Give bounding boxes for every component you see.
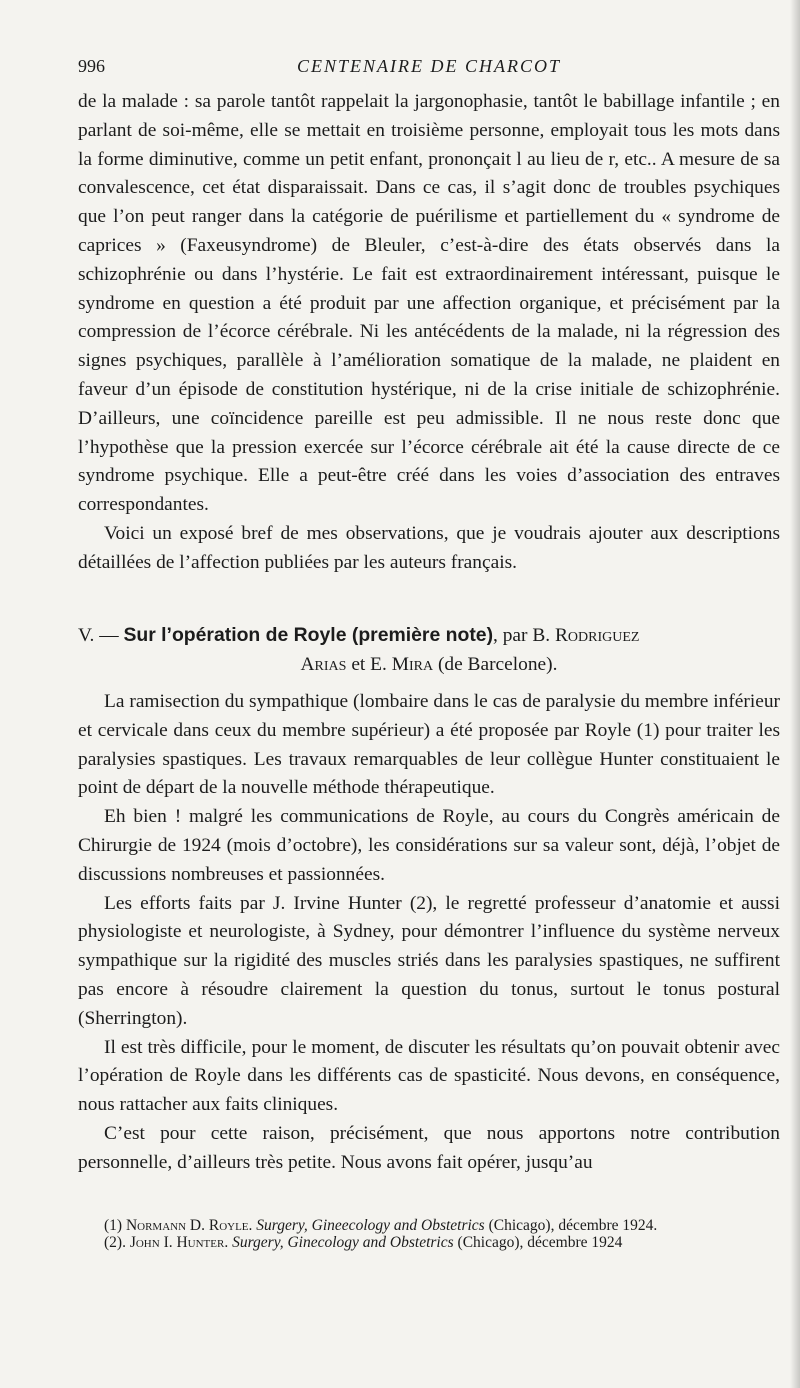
footnote-source: Surgery, Ginecology and Obstetrics [232, 1233, 454, 1251]
author1-surname: Rodriguez [554, 625, 640, 646]
paragraph: de la malade : sa parole tantôt rappelait la jargonophasie, tantôt le babillage infantile ; en parlant de soi-même, elle se mettait en troisième personne, employait tous les mots dans la forme diminutive, comme un petit enfant, prononçait l au lieu de r, etc.. A mesure de sa convalescence, cet état disparaissait. Dans ce cas, il s’agit donc de troubles psychiques que l’on peut ranger dans la catégorie de puérilisme et partiellement du « syndrome de caprices » (Faxeusyndrome) de Bleuler, c’est-à-dire des états observés dans la schizophrénie ou dans l’hystérie. Le fait est extraordinairement intéressant, puisque le syndrome en question a été produit par une affection organique, et précisément par la compression de l’écorce cérébrale. Ni les antécédents de la malade, ni la régression des signes psychiques, parallèle à l’amélioration somatique de la malade, ne plaident en faveur d’un épisode de constitution hystérique, ni de la crise initiale de schizophrénie. D’ailleurs, une coïncidence pareille est peu admissible. Il ne nous reste donc que l’hypothèse que la pression exercée sur l’écorce cérébrale ait été la cause directe de ce syndrome psychique. Elle a peut-être créé dans les voies d’association des entraves correspondantes. [78, 91, 780, 516]
author2-surname: Mira [391, 654, 434, 675]
page-number: 996 [78, 56, 105, 76]
footnote-marker: (2). [104, 1233, 126, 1251]
footnote-author: John I. Hunter. [129, 1233, 229, 1251]
footnote-source: Surgery, Gineecology and Obstetrics [256, 1217, 485, 1234]
footnote-marker: (1) [104, 1217, 123, 1234]
body-text-top [78, 88, 780, 578]
section-place: (de Barcelone). [437, 654, 558, 675]
body-text-bottom [78, 688, 780, 1178]
paragraph: Les efforts faits par J. Irvine Hunter (2), le regretté professeur d’anatomie et aussi physiologiste et neurologiste, à Sydney, pour démontrer l’influence du système nerveux sympathique sur la rigidité des muscles striés dans les paralysies spastiques, ne suffirent pas encore à résoudre clairement la question du tonus, surtout le tonus postural (Sherrington). [78, 892, 780, 1029]
section-and: et E. [351, 654, 387, 675]
section-heading [78, 621, 780, 679]
page-header [78, 56, 780, 82]
footnote-rest: (Chicago), décembre 1924. [488, 1217, 658, 1234]
paragraph: Eh bien ! malgré les communications de Royle, au cours du Congrès américain de Chirurgie de 1924 (mois d’octobre), les considérations sur sa valeur sont, déjà, l’objet de discussions nombreuses et passionnées. [78, 806, 780, 885]
section-title-text: Sur l’opération de Royle (première note) [123, 624, 494, 646]
paragraph: Voici un exposé bref de mes observations, que je voudrais ajouter aux descriptions détaillées de l’affection publiées par les auteurs français. [78, 522, 780, 573]
section-by: , par B. [493, 625, 551, 646]
paragraph: C’est pour cette raison, précisément, que nous apportons notre contribution personnelle, d’ailleurs très petite. Nous avons fait opérer, jusqu’au [78, 1122, 780, 1173]
footnote [78, 1218, 780, 1235]
footnote-rest: (Chicago), décembre 1924 [457, 1233, 623, 1251]
footnote-author: Normann D. Royle. [125, 1217, 253, 1234]
paragraph: La ramisection du sympathique (lombaire dans le cas de paralysie du membre inférieur et cervicale dans ceux du membre supérieur) a été proposée par Royle (1) pour traiter les paralysies spastiques. Les travaux remarquables de leur collègue Hunter constituaient le point de départ de la nouvelle méthode thérapeutique. [78, 691, 780, 799]
paragraph: Il est très difficile, pour le moment, de discuter les résultats qu’on pouvait obtenir avec l’opération de Royle dans les différents cas de spasticité. Nous devons, en conséquence, nous rattacher aux faits cliniques. [78, 1036, 780, 1116]
author1-surname2: Arias [300, 654, 347, 675]
section-number: V. — [78, 625, 119, 646]
running-title: CENTENAIRE DE CHARCOT [296, 56, 561, 76]
footnote [78, 1235, 780, 1252]
page-edge-shadow [790, 0, 800, 1388]
footnotes [78, 1218, 780, 1251]
